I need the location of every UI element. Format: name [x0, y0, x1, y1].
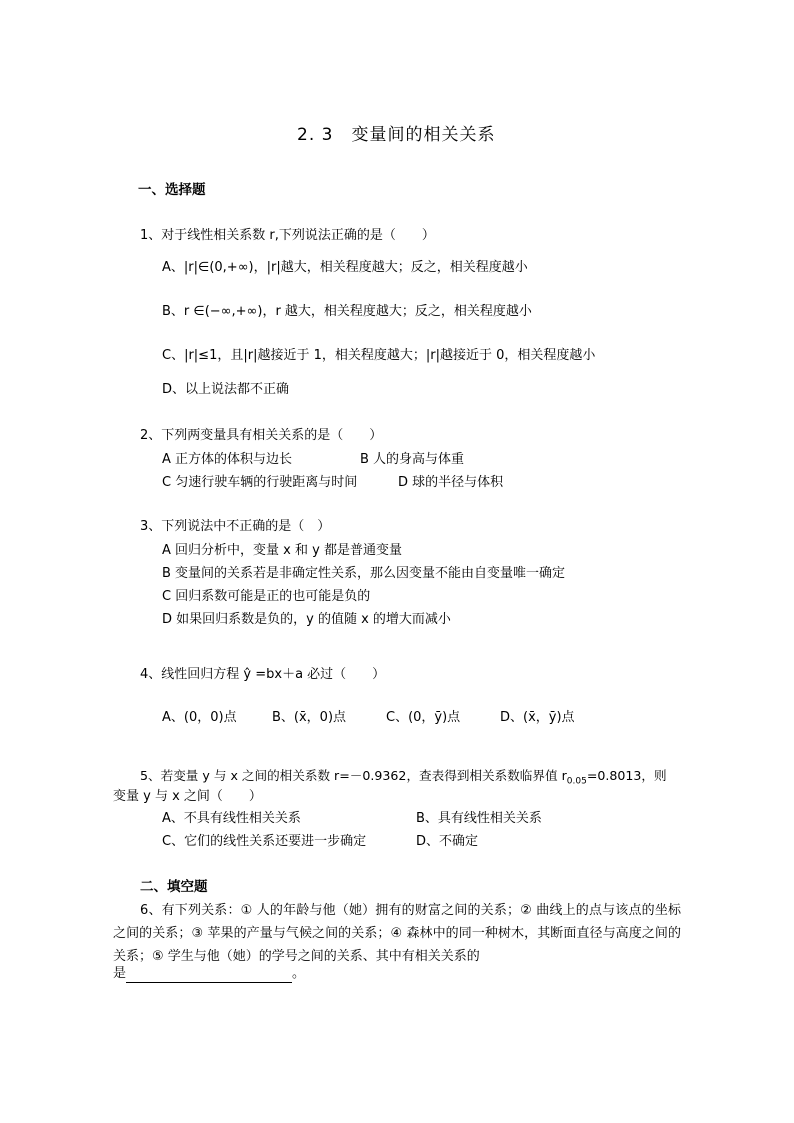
question-4-option-a: A、(0，0)点: [162, 710, 237, 725]
critical-value-subscript: 0.05: [566, 776, 587, 787]
question-2-stem: 2、下列两变量具有相关关系的是（ ）: [140, 428, 383, 443]
question-5-stem-text-end: =0.8013，则: [586, 768, 667, 783]
question-5-stem: [140, 767, 667, 791]
question-1-option-c: C、|r|≤1，且|r|越接近于 1，相关程度越大；|r|越接近于 0，相关程度越小: [162, 348, 596, 363]
question-6-end: 。: [292, 966, 306, 981]
question-5-stem-text: 5、若变量 y 与 x 之间的相关系数 r=－0.9362，查表得到相关系数临界值 r: [140, 768, 567, 783]
question-2-option-a: A 正方体的体积与边长: [162, 452, 293, 467]
question-5-option-d: D、不确定: [416, 834, 479, 849]
question-5-option-c: C、它们的线性关系还要进一步确定: [162, 834, 367, 849]
question-3-stem: 3、下列说法中不正确的是（ ）: [140, 519, 331, 534]
question-6-text: [113, 899, 681, 968]
answer-blank[interactable]: [126, 968, 292, 983]
question-4-option-b: B、(x̄，0)点: [272, 710, 347, 725]
question-3-option-c: C 回归系数可能是正的也可能是负的: [162, 589, 371, 604]
question-2-option-b: B 人的身高与体重: [360, 452, 465, 467]
question-4-option-d: D、(x̄，ȳ)点: [500, 710, 575, 725]
question-4-stem: 4、线性回归方程 ŷ =bx＋a 必过（ ）: [140, 667, 386, 682]
page-title: 2. 3 变量间的相关关系: [297, 125, 496, 145]
question-6-lead: 是: [113, 966, 127, 981]
question-3-option-d: D 如果回归系数是负的，y 的值随 x 的增大而减小: [162, 612, 451, 627]
question-4-option-c: C、(0，ȳ)点: [386, 710, 461, 725]
question-1-option-a: A、|r|∈(0,+∞)，|r|越大，相关程度越大；反之，相关程度越小: [162, 260, 528, 275]
section-heading-choice: 一、选择题: [138, 182, 206, 198]
question-3-option-b: B 变量间的关系若是非确定性关系，那么因变量不能由自变量唯一确定: [162, 566, 566, 581]
question-6-body: 6、有下列关系：① 人的年龄与他（她）拥有的财富之间的关系；② 曲线上的点与该点的坐标之间的关系；③ 苹果的产量与气候之间的关系；④ 森林中的同一种树木，其断面直径与高度之间的关系；⑤ 学生与他（她）的学号之间的关系、其中有相关关系的: [113, 903, 681, 964]
question-5-option-a: A、不具有线性相关关系: [162, 811, 301, 826]
question-3-option-a: A 回归分析中，变量 x 和 y 都是普通变量: [162, 543, 402, 558]
question-2-option-c: C 匀速行驶车辆的行驶距离与时间: [162, 475, 358, 490]
question-1-stem: 1、对于线性相关系数 r,下列说法正确的是（ ）: [140, 228, 435, 243]
section-heading-fill-in: 二、填空题: [140, 879, 208, 895]
question-2-option-d: D 球的半径与体积: [398, 475, 504, 490]
question-5-stem-line2: 变量 y 与 x 之间（ ）: [113, 789, 262, 804]
question-6-answer-line: [113, 965, 305, 983]
question-5-option-b: B、具有线性相关关系: [416, 811, 542, 826]
question-1-option-d: D、以上说法都不正确: [162, 382, 290, 397]
question-1-option-b: B、r ∈(−∞,+∞)，r 越大，相关程度越大；反之，相关程度越小: [162, 304, 532, 319]
